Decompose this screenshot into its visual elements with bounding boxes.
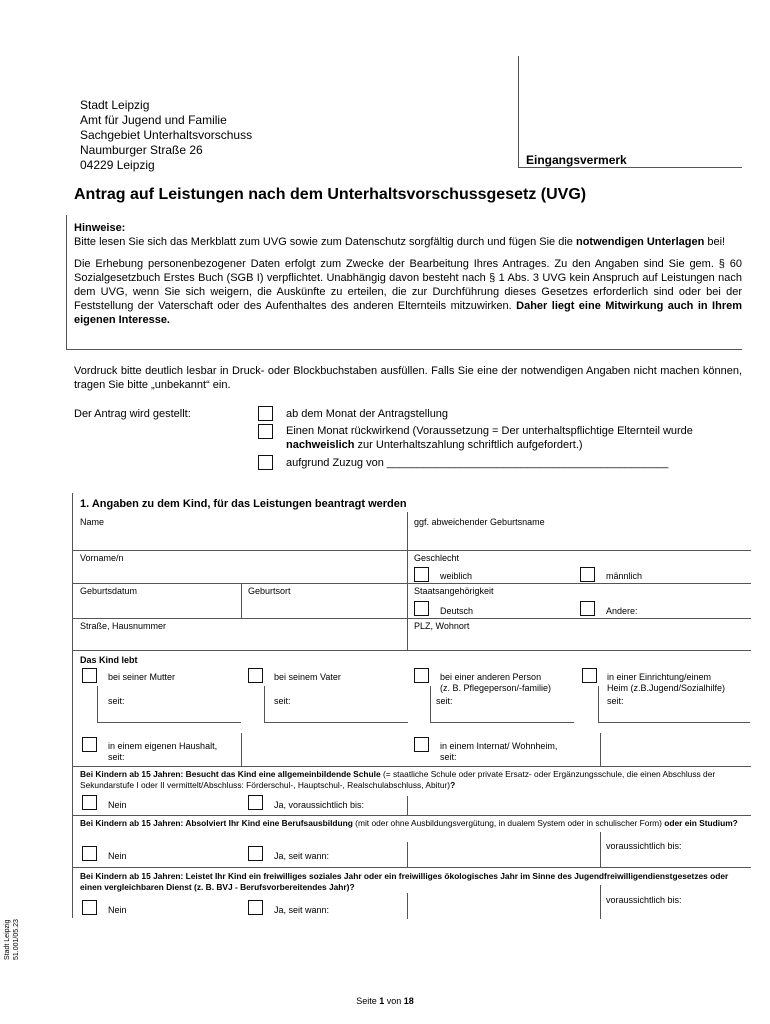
school-question-detail: (= staatliche Schule oder private Ersatz- oder Ergänzungsschule, die einen Abschluss der Sekundarstufe I oder II vermittelt/Abschluss: Förderschul-, Hauptschul-, Realschulabschluss, Abitur) — [80, 769, 716, 790]
nationality-german-checkbox[interactable] — [414, 601, 429, 616]
training-question-bold: Bei Kindern ab 15 Jahren: Absolviert Ihr Kind eine Berufsausbildung — [80, 818, 353, 828]
address-line: Naumburger Straße 26 — [80, 143, 203, 157]
row-divider — [72, 766, 751, 767]
hints-p1-end: bei! — [704, 236, 726, 248]
fill-instruction: Vordruck bitte deutlich lesbar in Druck- oder Blockbuchstaben ausfüllen. Falls Sie eine der notwendigen Angaben nicht machen können, tragen Sie bitte „unbekannt“ ein. — [74, 365, 742, 391]
training-yes-label: Ja, seit wann: — [274, 851, 330, 861]
address-line: Stadt Leipzig — [80, 98, 150, 112]
row-divider — [72, 650, 751, 651]
hints-p1-text: Bitte lesen Sie sich das Merkblatt zum UVG sowie zum Datenschutz sorgfältig durch und fügen Sie die — [74, 236, 576, 248]
side-note-line-1: Stadt Leipzig — [4, 919, 11, 960]
institution-since-label: seit: — [607, 696, 624, 706]
receipt-stamp-label: Eingangsvermerk — [526, 153, 627, 167]
voluntary-until-label: voraussichtlich bis: — [606, 895, 682, 905]
gender-female-label: weiblich — [440, 571, 473, 581]
field-divider — [407, 893, 408, 919]
other-person-line-2: (z. B. Pflegeperson/-familie) — [440, 683, 552, 693]
field-divider — [600, 885, 601, 919]
row-divider — [72, 867, 751, 868]
training-yes-checkbox[interactable] — [248, 846, 263, 861]
hints-box-left-border — [66, 215, 67, 350]
nationality-german-label: Deutsch — [440, 606, 474, 616]
lives-with-mother-label: bei seiner Mutter — [108, 672, 176, 682]
school-question-bold: Bei Kindern ab 15 Jahren: Besucht das Kind eine allgemeinbildende Schule — [80, 769, 381, 779]
street-field-label: Straße, Hausnummer — [80, 621, 167, 631]
hints-paragraph-2 — [74, 257, 742, 327]
option-from-application-month-label: ab dem Monat der Antragstellung — [286, 408, 449, 420]
zip-city-field-label: PLZ, Wohnort — [414, 621, 470, 631]
training-until-label: voraussichtlich bis: — [606, 841, 682, 851]
first-names-field-label: Vorname/n — [80, 553, 124, 563]
address-line: 04229 Leipzig — [80, 158, 155, 172]
row-divider — [72, 583, 751, 584]
form-title: Antrag auf Leistungen nach dem Unterhaltsvorschussgesetz (UVG) — [74, 186, 587, 203]
institution-line-2: Heim (z.B.Jugend/Sozialhilfe) — [607, 683, 726, 693]
option-retroactive-label — [286, 424, 736, 452]
page-total: 18 — [403, 996, 414, 1006]
birth-date-field-label: Geburtsdatum — [80, 586, 138, 596]
institution-line-1: in einer Einrichtung/einem — [607, 672, 712, 682]
option-relocation-checkbox[interactable] — [258, 455, 273, 470]
training-question-detail: (mit oder ohne Ausbildungsvergütung, in dualem System oder in schulischer Form) — [352, 818, 665, 828]
section-1-heading: 1. Angaben zu dem Kind, für das Leistungen beantragt werden — [80, 498, 407, 510]
field-divider — [600, 733, 601, 766]
nationality-other-checkbox[interactable] — [580, 601, 595, 616]
side-note-line-2: 51.001/05.23 — [13, 919, 20, 960]
field-divider — [600, 832, 601, 868]
page-number — [0, 996, 770, 1006]
row-divider — [72, 550, 751, 551]
school-yes-label: Ja, voraussichtlich bis: — [274, 800, 365, 810]
lives-in-institution-label — [607, 672, 725, 694]
gender-male-label: männlich — [606, 571, 643, 581]
other-person-since-label: seit: — [436, 696, 453, 706]
option-from-application-month-checkbox[interactable] — [258, 406, 273, 421]
column-divider — [407, 512, 408, 651]
hints-p2-text: Die Erhebung personenbezogener Daten erfolgt zum Zwecke der Bearbeitung Ihres Antrages. Zu den Angaben sind Sie gem. § 60 Sozialgesetzbuch Erstes Buch (SGB I) verpflichtet. Unabhängig davon besteht nach § 1 Abs. 3 UVG kein Anspruch auf Leistungen nach dem UVG, wenn Sie sich weigern, die Auskünfte zu erteilen, die zur Durchführung dieses Gesetzes erforderlich sind oder bei der Feststellung der Vaterschaft oder des Aufenthaltes des anderen Elternteils mitzuwirken. — [74, 258, 742, 312]
lives-with-father-checkbox[interactable] — [248, 668, 263, 683]
page-middle: von — [384, 996, 404, 1006]
section-left-border — [72, 493, 73, 918]
option-retroactive-checkbox[interactable] — [258, 424, 273, 439]
school-no-checkbox[interactable] — [82, 795, 97, 810]
hints-p2-bold: Daher liegt eine Mitwirkung auch in Ihrem eigenen Interesse. — [74, 300, 742, 326]
voluntary-yes-checkbox[interactable] — [248, 900, 263, 915]
row-divider — [72, 815, 751, 816]
school-yes-checkbox[interactable] — [248, 795, 263, 810]
voluntary-service-question: Bei Kindern ab 15 Jahren: Leistet Ihr Kind ein freiwilliges soziales Jahr oder ein freiwilliges ökologisches Jahr im Sinne des Jugendfreiwilligendienstgesetzes oder einen vergleichbaren Dienst (z. B. BVJ - Berufsvorbereitendes Jahr)? — [80, 871, 729, 892]
field-underline — [97, 722, 241, 723]
boarding-line-1: in einem Internat/ Wohnheim, — [440, 741, 558, 751]
hints-paragraph-1 — [74, 235, 742, 249]
birth-place-field-label: Geburtsort — [248, 586, 291, 596]
retroactive-bold: nachweislich — [286, 439, 355, 451]
own-household-line-1: in einem eigenen Haushalt, — [108, 741, 218, 751]
lives-boarding-school-label — [440, 741, 557, 763]
lives-with-father-label: bei seinem Vater — [274, 672, 341, 682]
page-prefix: Seite — [356, 996, 380, 1006]
nationality-other-label: Andere: — [606, 606, 638, 616]
retroactive-text: Einen Monat rückwirkend (Voraussetzung = Der unterhaltspflichtige Elternteil wurde — [286, 425, 693, 437]
mother-since-label: seit: — [108, 696, 125, 706]
school-no-label: Nein — [108, 800, 127, 810]
field-divider — [241, 733, 242, 766]
row-divider — [72, 618, 751, 619]
receipt-box-left-border — [518, 56, 519, 168]
voluntary-no-checkbox[interactable] — [82, 900, 97, 915]
living-situation-heading: Das Kind lebt — [80, 655, 138, 665]
hints-text — [74, 221, 742, 327]
column-divider — [241, 584, 242, 618]
field-divider — [97, 686, 98, 723]
school-question-mark: ? — [450, 780, 456, 790]
side-form-number — [3, 880, 21, 960]
training-no-label: Nein — [108, 851, 127, 861]
gender-field-label: Geschlecht — [414, 553, 460, 563]
own-household-since: seit: — [108, 752, 125, 762]
nationality-field-label: Staatsangehörigkeit — [414, 586, 494, 596]
school-question — [80, 769, 748, 791]
gender-male-checkbox[interactable] — [580, 567, 595, 582]
gender-female-checkbox[interactable] — [414, 567, 429, 582]
field-divider — [598, 686, 599, 723]
field-underline — [264, 722, 408, 723]
training-question-end: oder ein Studium? — [664, 818, 738, 828]
field-divider — [430, 686, 431, 723]
recipient-address — [80, 98, 252, 173]
hints-heading: Hinweise: — [74, 222, 126, 234]
lives-with-mother-checkbox[interactable] — [82, 668, 97, 683]
birth-name-field-label: ggf. abweichender Geburtsname — [414, 517, 545, 527]
page-current: 1 — [379, 996, 385, 1006]
field-underline — [430, 722, 574, 723]
lives-with-other-person-label — [440, 672, 551, 694]
hints-p1-bold: notwendigen Unterlagen — [575, 236, 705, 248]
boarding-since: seit: — [440, 752, 457, 762]
lives-with-other-person-checkbox[interactable] — [414, 668, 429, 683]
lives-boarding-school-checkbox[interactable] — [414, 737, 429, 752]
voluntary-no-label: Nein — [108, 905, 127, 915]
address-line: Sachgebiet Unterhaltsvorschuss — [80, 128, 253, 142]
lives-in-institution-checkbox[interactable] — [582, 668, 597, 683]
field-underline — [598, 722, 750, 723]
address-line: Amt für Jugend und Familie — [80, 113, 227, 127]
hints-box-bottom-border — [66, 349, 742, 350]
training-no-checkbox[interactable] — [82, 846, 97, 861]
lives-own-household-checkbox[interactable] — [82, 737, 97, 752]
field-divider — [407, 796, 408, 816]
retroactive-end: zur Unterhaltszahlung schriftlich aufgefordert.) — [354, 439, 583, 451]
option-relocation-label: aufgrund Zuzug von ______________________________________________ — [286, 457, 669, 469]
field-divider — [407, 842, 408, 868]
lives-own-household-label — [108, 741, 217, 763]
training-question — [80, 818, 748, 829]
other-person-line-1: bei einer anderen Person — [440, 672, 542, 682]
voluntary-yes-label: Ja, seit wann: — [274, 905, 330, 915]
name-field-label: Name — [80, 517, 105, 527]
father-since-label: seit: — [274, 696, 291, 706]
field-divider — [264, 686, 265, 723]
application-label: Der Antrag wird gestellt: — [74, 408, 191, 420]
